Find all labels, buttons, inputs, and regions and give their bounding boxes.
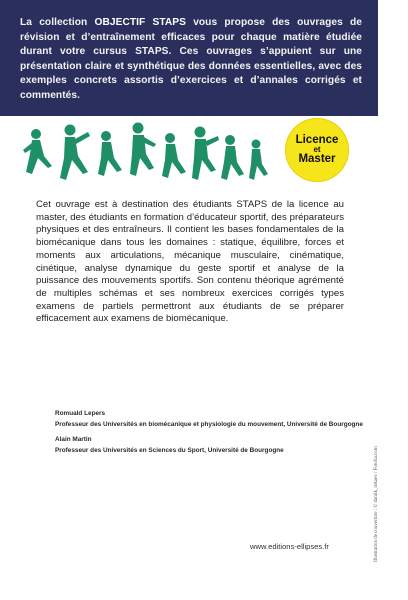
description-text: Cet ouvrage est à destination des étudiants STAPS de la licence au master, des étudiants en formation d’éducateur sportif, des préparateurs physiques et des entraîneurs. Il contient les bases fondamentales de la biomécanique dans tous les domaines : statique, équilibre, forces et moments aux articulations, mécanique musculaire, cinématique, cinétique, analyse dynamique du geste sportif et analyse de la puissance des mouvements sportifs. Son contenu théorique agrémenté de multiples schémas et ses nombreux exercices corrigés types examens de partiels permettront aux étudiants de se préparer efficacement aux examens de biomécanique. [36,199,344,325]
publisher-website: www.editions-ellipses.fr [250,542,329,551]
author-2-role: Professeur des Universités en Sciences du Sport, Université de Bourgogne [55,447,284,454]
badge-et: et [313,145,321,154]
level-badge [285,118,349,182]
badge-licence: Licence [295,134,339,146]
book-description [36,199,344,326]
collection-banner [0,0,378,116]
author-1 [55,410,363,428]
collection-description [20,16,362,104]
banner-lead: La collection [20,17,95,28]
cover-illustration-credit: Illustration de couverture : © daniik_tokaev / Fotolia.com [374,446,379,562]
runners-illustration [18,118,270,190]
banner-rest: vous propose des ouvrages de révision et d’entraînement efficaces pour chaque matière étudiée durant votre cursus STAPS. Ces ouvrages s’appuient sur une présentation claire et synthétique des données essentielles, avec des exemples concrets assortis d’exercices et d’annales corrigés et commentés. [20,17,362,101]
author-1-name: Romuald Lepers [55,410,106,417]
author-2 [55,436,284,454]
author-2-name: Alain Martin [55,436,92,443]
badge-master: Master [298,153,336,165]
collection-name: OBJECTIF STAPS [94,17,186,28]
author-1-role: Professeur des Universités en biomécanique et physiologie du mouvement, Université de Bourgogne [55,421,363,428]
